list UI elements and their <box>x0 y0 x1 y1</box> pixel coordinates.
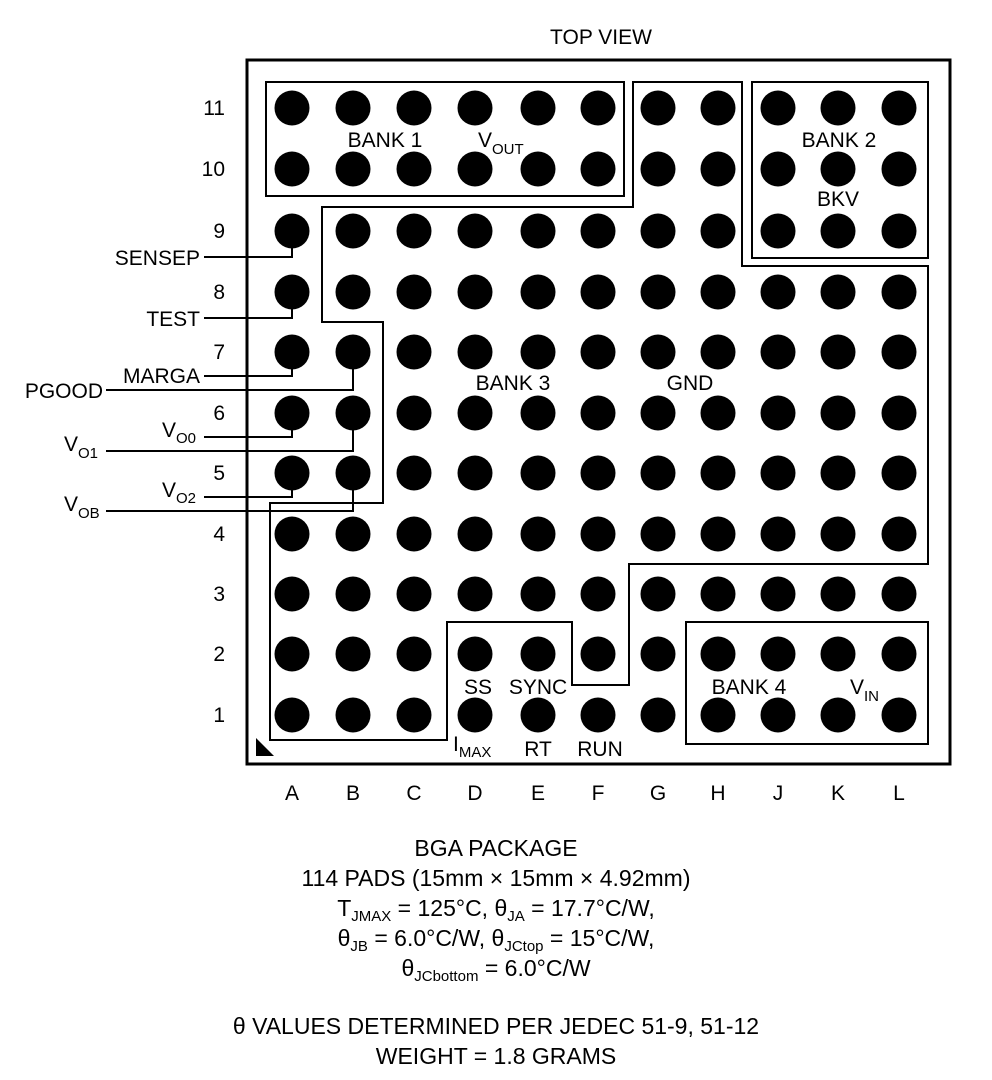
ball-D8 <box>458 275 493 310</box>
ball-J5 <box>761 456 796 491</box>
ball-grid <box>275 91 917 733</box>
package-notes <box>0 1011 992 1071</box>
ball-L7 <box>882 335 917 370</box>
ball-E9 <box>521 214 556 249</box>
ball-E6 <box>521 396 556 431</box>
ball-L6 <box>882 396 917 431</box>
ball-L2 <box>882 637 917 672</box>
ball-J4 <box>761 517 796 552</box>
ball-G3 <box>641 577 676 612</box>
package-type: BGA PACKAGE <box>414 835 578 861</box>
ball-B3 <box>336 577 371 612</box>
ball-B4 <box>336 517 371 552</box>
ball-J2 <box>761 637 796 672</box>
sync-label: SYNC <box>508 676 568 699</box>
column-label: K <box>830 782 846 805</box>
ball-F7 <box>581 335 616 370</box>
row-label: 11 <box>203 97 225 120</box>
ball-D9 <box>458 214 493 249</box>
ball-L3 <box>882 577 917 612</box>
row-label: 3 <box>213 583 225 606</box>
ball-A3 <box>275 577 310 612</box>
column-label: J <box>772 782 784 805</box>
imax-label: $I_{MAX}$ <box>453 733 492 761</box>
ball-G10 <box>641 152 676 187</box>
bank2-signal-label: BKV <box>816 188 860 211</box>
ball-A1 <box>275 698 310 733</box>
row-labels <box>202 97 226 727</box>
ball-A2 <box>275 637 310 672</box>
ball-H7 <box>701 335 736 370</box>
ball-K9 <box>821 214 856 249</box>
ball-B11 <box>336 91 371 126</box>
ball-J8 <box>761 275 796 310</box>
ball-F8 <box>581 275 616 310</box>
ball-G9 <box>641 214 676 249</box>
ball-L8 <box>882 275 917 310</box>
column-label: E <box>530 782 546 805</box>
column-label: G <box>649 782 667 805</box>
ball-E4 <box>521 517 556 552</box>
bank1-label: BANK 1 <box>347 129 423 152</box>
row-label: 2 <box>213 643 225 666</box>
ball-L11 <box>882 91 917 126</box>
ball-B1 <box>336 698 371 733</box>
column-label: B <box>345 782 361 805</box>
ball-D6 <box>458 396 493 431</box>
ball-J6 <box>761 396 796 431</box>
jedec-note: θ VALUES DETERMINED PER JEDEC 51-9, 51-12 <box>232 1013 760 1039</box>
ball-B2 <box>336 637 371 672</box>
ball-D3 <box>458 577 493 612</box>
ball-L1 <box>882 698 917 733</box>
ball-C7 <box>397 335 432 370</box>
ball-E2 <box>521 637 556 672</box>
ball-L10 <box>882 152 917 187</box>
row-label: 1 <box>213 704 225 727</box>
diagram-title: TOP VIEW <box>550 26 652 49</box>
ball-G4 <box>641 517 676 552</box>
ball-H3 <box>701 577 736 612</box>
ball-H6 <box>701 396 736 431</box>
sensep-label: SENSEP <box>114 247 200 270</box>
row-label: 5 <box>213 462 225 485</box>
ball-K6 <box>821 396 856 431</box>
ball-G2 <box>641 637 676 672</box>
ball-K8 <box>821 275 856 310</box>
ball-E11 <box>521 91 556 126</box>
ball-B9 <box>336 214 371 249</box>
column-labels <box>285 782 905 805</box>
ball-K4 <box>821 517 856 552</box>
ball-E8 <box>521 275 556 310</box>
ball-E5 <box>521 456 556 491</box>
package-info <box>0 833 992 983</box>
ball-C9 <box>397 214 432 249</box>
ball-K10 <box>821 152 856 187</box>
weight-note: WEIGHT = 1.8 GRAMS <box>375 1043 617 1069</box>
bank4-label: BANK 4 <box>711 676 787 699</box>
ball-H1 <box>701 698 736 733</box>
run-label: RUN <box>577 738 623 761</box>
rt-label: RT <box>524 738 552 761</box>
ball-H10 <box>701 152 736 187</box>
ball-C5 <box>397 456 432 491</box>
ball-D1 <box>458 698 493 733</box>
ball-D2 <box>458 637 493 672</box>
row-label: 7 <box>213 341 225 364</box>
ball-H8 <box>701 275 736 310</box>
ball-F1 <box>581 698 616 733</box>
row-label: 9 <box>213 220 225 243</box>
ball-F2 <box>581 637 616 672</box>
ball-F9 <box>581 214 616 249</box>
ball-G6 <box>641 396 676 431</box>
ball-J7 <box>761 335 796 370</box>
ball-D11 <box>458 91 493 126</box>
row-label: 4 <box>213 523 225 546</box>
ball-L4 <box>882 517 917 552</box>
ball-L9 <box>882 214 917 249</box>
ball-K2 <box>821 637 856 672</box>
bank1-signal-label: $V_{OUT}$ <box>478 129 524 158</box>
ball-G1 <box>641 698 676 733</box>
ball-E7 <box>521 335 556 370</box>
row-label: 10 <box>201 158 225 181</box>
pgood-label: PGOOD <box>24 380 103 403</box>
ball-F11 <box>581 91 616 126</box>
ball-E1 <box>521 698 556 733</box>
test-label: TEST <box>146 308 200 331</box>
ball-A11 <box>275 91 310 126</box>
ball-G11 <box>641 91 676 126</box>
vo1-label: $V_{O1}$ <box>64 433 99 462</box>
ball-D10 <box>458 152 493 187</box>
ball-C11 <box>397 91 432 126</box>
ball-C10 <box>397 152 432 187</box>
bank3-signal-label: GND <box>666 372 714 395</box>
ball-F4 <box>581 517 616 552</box>
package-pads: 114 PADS (15mm × 15mm × 4.92mm) <box>301 865 691 891</box>
ball-A4 <box>275 517 310 552</box>
ball-H2 <box>701 637 736 672</box>
vo2-label: $V_{O2}$ <box>162 479 197 507</box>
ball-J11 <box>761 91 796 126</box>
ball-F6 <box>581 396 616 431</box>
ball-C3 <box>397 577 432 612</box>
ball-F10 <box>581 152 616 187</box>
ball-F5 <box>581 456 616 491</box>
column-label: L <box>893 782 905 805</box>
bank4-signal-label: $V_{IN}$ <box>850 676 880 705</box>
ball-H11 <box>701 91 736 126</box>
ss-label: SS <box>463 676 493 699</box>
ball-D5 <box>458 456 493 491</box>
bank2-label: BANK 2 <box>801 129 877 152</box>
ball-C1 <box>397 698 432 733</box>
ball-A10 <box>275 152 310 187</box>
ball-D4 <box>458 517 493 552</box>
ball-E3 <box>521 577 556 612</box>
column-label: C <box>406 782 422 805</box>
ball-K1 <box>821 698 856 733</box>
ball-G7 <box>641 335 676 370</box>
ball-G5 <box>641 456 676 491</box>
ball-E10 <box>521 152 556 187</box>
column-label: H <box>710 782 726 805</box>
ball-H9 <box>701 214 736 249</box>
ball-H5 <box>701 456 736 491</box>
ball-J10 <box>761 152 796 187</box>
ball-J9 <box>761 214 796 249</box>
vo0-label: $V_{O0}$ <box>162 419 197 447</box>
ball-D7 <box>458 335 493 370</box>
bank3-label: BANK 3 <box>475 372 551 395</box>
ball-C8 <box>397 275 432 310</box>
thermal-jcbottom: $\theta_{JCbottom} = 6.0^\circ C/W$ <box>401 955 591 985</box>
ball-C6 <box>397 396 432 431</box>
ball-J3 <box>761 577 796 612</box>
ball-K7 <box>821 335 856 370</box>
ball-H4 <box>701 517 736 552</box>
marga-label: MARGA <box>122 365 200 388</box>
ball-C2 <box>397 637 432 672</box>
ball-G8 <box>641 275 676 310</box>
ball-K3 <box>821 577 856 612</box>
ball-K11 <box>821 91 856 126</box>
ball-B8 <box>336 275 371 310</box>
ball-B10 <box>336 152 371 187</box>
ball-J1 <box>761 698 796 733</box>
thermal-tjmax-ja: $T_{JMAX} = 125^\circ C$, $\theta_{JA} = 17.7^\circ C/W$, <box>337 895 655 925</box>
column-label: F <box>591 782 605 805</box>
vob-label: $V_{OB}$ <box>64 493 100 522</box>
row-label: 6 <box>213 402 225 425</box>
ball-L5 <box>882 456 917 491</box>
column-label: D <box>467 782 483 805</box>
column-label: A <box>284 782 300 805</box>
thermal-jb-jctop: $\theta_{JB} = 6.0^\circ C/W$, $\theta_{JCtop} = 15^\circ C/W$, <box>337 925 655 955</box>
bank1-region <box>266 82 624 196</box>
row-label: 8 <box>213 281 225 304</box>
ball-F3 <box>581 577 616 612</box>
ball-K5 <box>821 456 856 491</box>
ball-C4 <box>397 517 432 552</box>
